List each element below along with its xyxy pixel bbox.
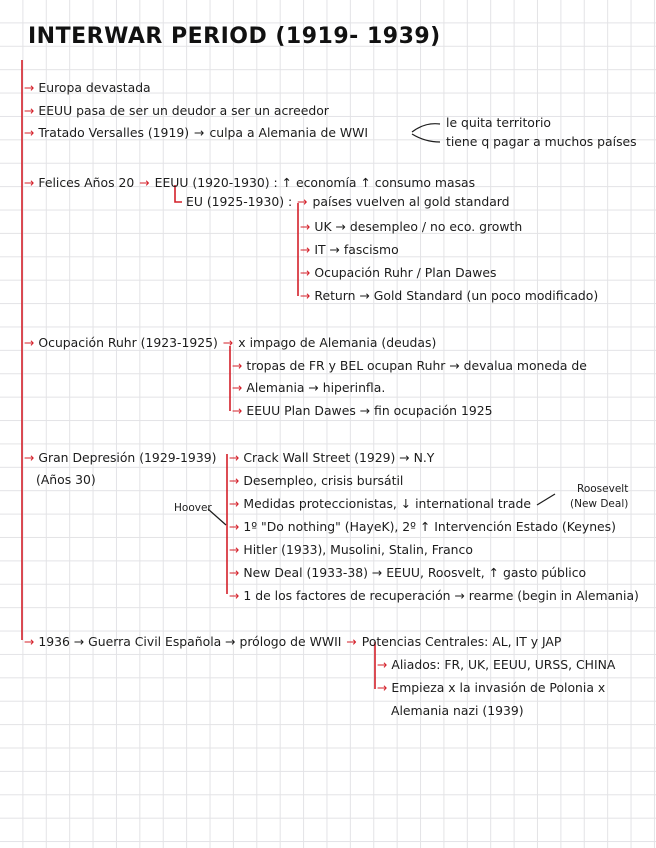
arrow-icon: → xyxy=(232,358,243,373)
arrow-icon: → xyxy=(229,450,240,465)
list-item: → EEUU pasa de ser un deudor a ser un acreedor xyxy=(24,103,329,118)
arrow-icon: → xyxy=(300,288,311,303)
arrow-icon: → xyxy=(222,335,234,350)
list-item: → tropas de FR y BEL ocupan Ruhr → devalua moneda de xyxy=(232,358,587,373)
arrow-icon: → xyxy=(24,103,35,118)
arrow-icon: → xyxy=(346,634,357,649)
roosevelt-arrow xyxy=(537,494,555,505)
list-item: → UK → desempleo / no eco. growth xyxy=(300,219,523,234)
list-item-continued: Alemania nazi (1939) xyxy=(391,703,524,718)
arrow-icon: → xyxy=(229,565,240,580)
section-heading: → Gran Depresión (1929-1939) xyxy=(24,450,217,465)
list-item: → 1º "Do nothing" (HayeK), 2º ↑ Intervención Estado (Keynes) xyxy=(229,519,616,534)
section-subheading: (Años 30) xyxy=(36,472,96,487)
versalles-consequence: tiene q pagar a muchos países xyxy=(446,134,637,149)
page-title: INTERWAR PERIOD (1919- 1939) xyxy=(28,24,441,49)
list-item: → Medidas proteccionistas, ↓ international trade xyxy=(229,496,531,511)
list-item: → Alemania → hiperinfla. xyxy=(232,380,386,395)
list-item: → EEUU Plan Dawes → fin ocupación 1925 xyxy=(232,403,493,418)
section-heading: → Felices Años 20 → EEUU (1920-1930) : ↑ economía ↑ consumo masas xyxy=(24,175,476,190)
list-item: → Tratado Versalles (1919) → culpa a Alemania de WWI xyxy=(24,125,369,140)
arrow-icon: → xyxy=(229,519,240,534)
list-item: → Europa devastada xyxy=(24,80,151,95)
arrow-icon: → xyxy=(24,634,35,649)
arrow-icon: → xyxy=(24,125,35,140)
list-item: → IT → fascismo xyxy=(300,242,399,257)
versalles-consequence: le quita territorio xyxy=(446,115,552,130)
list-item: → New Deal (1933-38) → EEUU, Roosvelt, ↑ gasto público xyxy=(229,565,587,580)
arrow-icon: → xyxy=(229,588,240,603)
arrow-icon: → xyxy=(229,473,240,488)
arrow-icon: → xyxy=(300,265,311,280)
arrow-icon: → xyxy=(377,680,388,695)
list-item: → Aliados: FR, UK, EEUU, URSS, CHINA xyxy=(377,657,616,672)
list-item: → Return → Gold Standard (un poco modificado) xyxy=(300,288,599,303)
arrow-icon: → xyxy=(24,335,35,350)
section-heading: → Ocupación Ruhr (1923-1925) → x impago de Alemania (deudas) xyxy=(24,335,437,350)
arrow-icon: → xyxy=(377,657,388,672)
list-item: → Crack Wall Street (1929) → N.Y xyxy=(229,450,435,465)
arrow-icon: → xyxy=(24,80,35,95)
list-item: → Ocupación Ruhr / Plan Dawes xyxy=(300,265,497,280)
arrow-icon: → xyxy=(232,380,243,395)
arrow-icon: → xyxy=(139,175,150,190)
hoover-label: Hoover xyxy=(174,502,212,514)
arrow-icon: → xyxy=(300,219,311,234)
new-deal-label: (New Deal) xyxy=(570,498,629,510)
list-item: → Hitler (1933), Musolini, Stalin, Franco xyxy=(229,542,473,557)
arrow-icon: → xyxy=(229,542,240,557)
arrow-icon: → xyxy=(24,175,35,190)
list-item: → 1 de los factores de recuperación → rearme (begin in Alemania) xyxy=(229,588,639,603)
split-arrow-up xyxy=(412,124,440,132)
arrow-icon: → xyxy=(300,242,311,257)
split-arrow-down xyxy=(412,134,440,142)
section-heading: → 1936 → Guerra Civil Española → prólogo de WWII → Potencias Centrales: AL, IT y JAP xyxy=(24,634,562,649)
roosevelt-label: Roosevelt xyxy=(577,483,629,495)
eu-label: EU (1925-1930) : → países vuelven al gold standard xyxy=(186,194,510,209)
list-item: → Desempleo, crisis bursátil xyxy=(229,473,404,488)
arrow-icon: → xyxy=(24,450,35,465)
arrow-icon: → xyxy=(297,194,308,209)
arrow-icon: → xyxy=(229,496,240,511)
arrow-icon: → xyxy=(232,403,243,418)
arrow-icon: → xyxy=(194,125,205,140)
list-item: → Empieza x la invasión de Polonia x xyxy=(377,680,606,695)
